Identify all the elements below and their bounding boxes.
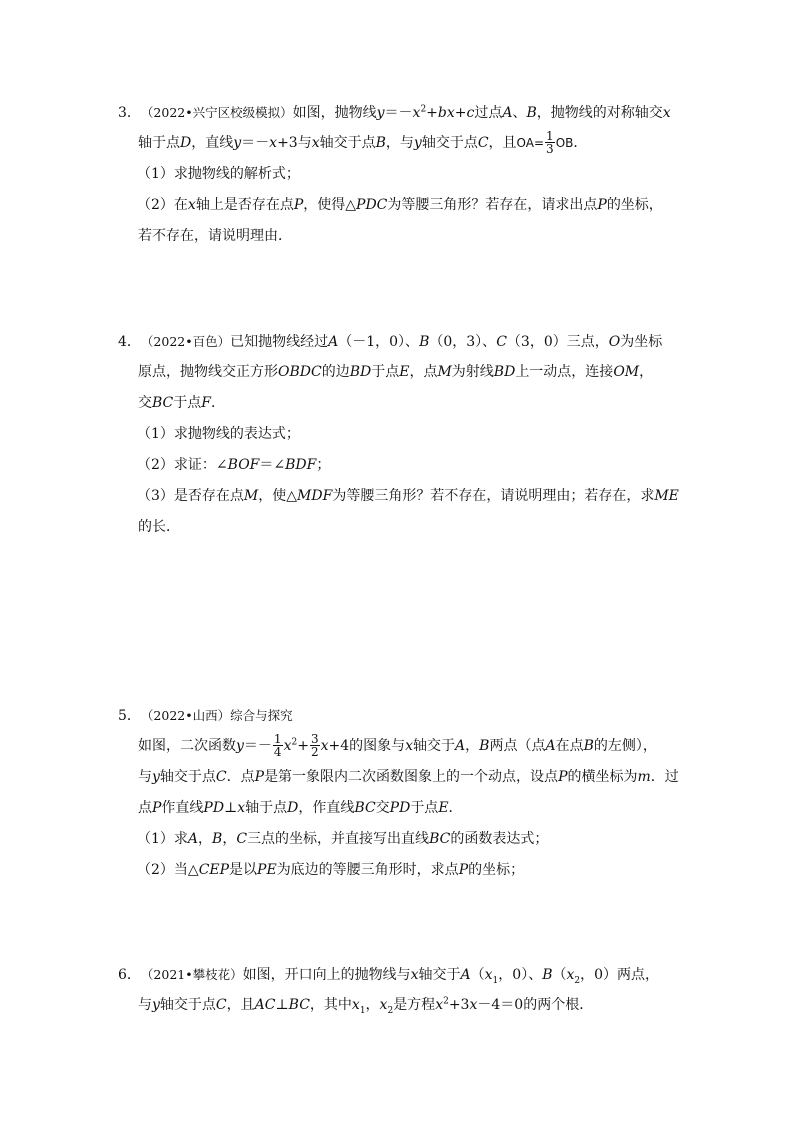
- problem-4-line-1: 4．（2022•百色）已知抛物线经过A（－1，0）、B（0，3）、C（3，0）三点，O为坐标: [118, 326, 688, 357]
- problem-5: [118, 700, 688, 886]
- problem-4-question-2: （2）求证：∠BOF＝∠BDF；: [137, 457, 331, 473]
- problem-source: （2022•山西）综合与探究: [140, 708, 293, 723]
- problem-3-question-2-cont: 若不存在，请说明理由．: [138, 228, 292, 244]
- problem-source: （2022•兴宁区校级模拟）: [140, 105, 293, 120]
- problem-6: [118, 959, 688, 1021]
- problem-3-line-1: 3．（2022•兴宁区校级模拟）如图，抛物线$y=-x^2+bx+c$过点A、B，抛物线的对称轴交x: [118, 97, 688, 128]
- problem-number: 3．: [118, 105, 141, 121]
- problem-source: （2022•百色）: [140, 334, 231, 349]
- problem-number: 4．: [118, 334, 141, 350]
- problem-5-question-2: （2）当△CEP是以PE为底边的等腰三角形时，求点P的坐标；: [137, 862, 525, 878]
- problem-4: [118, 326, 688, 543]
- problem-source: （2021•攀枝花）: [140, 967, 243, 982]
- problem-5-question-1: （1）求A，B，C三点的坐标，并直接写出直线BC的函数表达式；: [137, 831, 549, 847]
- problem-4-question-3-cont: 的长．: [138, 519, 180, 535]
- problem-4-line-2: 原点，抛物线交正方形OBDC的边BD于点E，点M为射线BD上一动点，连接OM，: [138, 364, 654, 380]
- fraction: $\frac{1}{3}$: [546, 128, 554, 156]
- problem-4-question-1: （1）求抛物线的表达式；: [137, 426, 300, 442]
- problem-6-line-1: 6．（2021•攀枝花）如图，开口向上的抛物线与x轴交于$A(x_1$，0）、$B(x_2$，0）两点，: [118, 959, 688, 990]
- fraction: $\frac{1}{4}$: [273, 731, 282, 759]
- fraction: $\frac{3}{2}$: [310, 731, 319, 759]
- problem-5-line-2: 与y轴交于点C．点P是第一象限内二次函数图象上的一个动点，设点P的横坐标为m．过: [138, 769, 679, 785]
- problem-5-line-0: [118, 700, 688, 731]
- problem-3: [118, 97, 688, 252]
- problem-4-line-3: 交BC于点F．: [138, 395, 225, 411]
- problem-number: 6．: [118, 967, 141, 983]
- problem-3-question-1: （1）求抛物线的解析式；: [137, 166, 300, 182]
- problem-5-line-1: 如图，二次函数y＝－ $\frac{1}{4}$ $x^2+$ $\frac{3}{2}$ x+4的图象与x轴交于A，B两点（点A在点B的左侧），: [138, 731, 657, 759]
- problem-number: 5．: [118, 708, 141, 724]
- problem-3-question-2: （2）在x轴上是否存在点P，使得△PDC为等腰三角形？若存在，请求出点P的坐标，: [137, 197, 663, 213]
- problem-5-line-3: 点P作直线PD⊥x轴于点D，作直线BC交PD于点E．: [138, 800, 463, 816]
- problem-4-question-3: （3）是否存在点M，使△MDF为等腰三角形？若不存在，请说明理由；若存在，求ME: [137, 488, 679, 504]
- problem-6-line-2: 与y轴交于点C，且AC⊥BC，其中$x_1$，$x_2$是方程$x^2+3x-4=0$的两个根．: [138, 996, 594, 1016]
- problem-3-line-2: 轴于点D，直线y＝－x+3与x轴交于点B，与y轴交于点C，且OA= $\frac{1}{3}$ OB．: [138, 128, 588, 156]
